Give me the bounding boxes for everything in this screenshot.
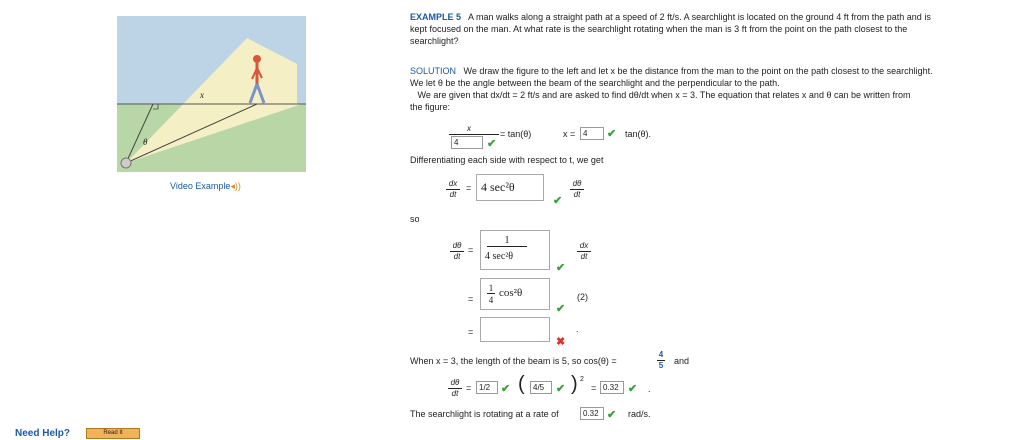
dxdt-num: dx — [577, 241, 591, 252]
eq2-input[interactable]: 4 — [580, 127, 604, 140]
solution-block — [410, 65, 1015, 113]
eq6-period: . — [576, 324, 579, 334]
conclusion-input[interactable]: 0.32 — [580, 407, 604, 420]
check-icon: ✔ — [607, 409, 617, 421]
solution-line-2: We let θ be the angle between the beam of the searchlight and the perpendicular to the path. — [410, 78, 780, 88]
solution-label: SOLUTION — [410, 66, 457, 76]
cos-fraction — [657, 350, 665, 371]
figure-svg — [117, 16, 306, 172]
and-text: and — [674, 356, 690, 366]
problem-block — [410, 11, 1010, 47]
eq1-input[interactable]: 4 — [451, 136, 483, 149]
video-example-link[interactable] — [170, 181, 241, 192]
dthetadt-den: dt — [453, 252, 461, 261]
searchlight-icon — [121, 158, 131, 168]
dthetadt-den: dt — [451, 389, 459, 398]
cross-icon: ✖ — [556, 336, 566, 348]
problem-line-3: searchlight? — [410, 36, 459, 46]
check-icon: ✔ — [487, 138, 497, 150]
so-text: so — [410, 214, 420, 224]
eq4-input[interactable] — [480, 230, 550, 270]
problem-line-2: kept focused on the man. At what rate is the searchlight rotating when the man is 3 ft from the point on the path closest to the — [410, 24, 908, 34]
check-icon: ✔ — [556, 262, 566, 274]
final-input-2[interactable]: 4/5 — [530, 381, 552, 394]
check-icon: ✔ — [556, 383, 566, 395]
solution-line-4: the figure: — [410, 102, 451, 112]
example-title: EXAMPLE 5 — [410, 12, 462, 22]
read-it-button[interactable]: Read It — [86, 428, 140, 439]
eq1-rhs: = tan(θ) — [500, 129, 532, 139]
dxdt-num: dx — [446, 179, 460, 190]
dthetadt-num: dθ — [450, 241, 464, 252]
equals-sign: = — [468, 294, 474, 304]
need-help-label: Need Help? — [15, 428, 71, 439]
dthetadt-num: dθ — [448, 378, 462, 389]
solution-line-3: We are given that dx/dt = 2 ft/s and are asked to find dθ/dt when x = 3. The equation that relates x and θ can be written from — [417, 90, 911, 100]
final-input-3[interactable]: 0.32 — [600, 381, 624, 394]
check-icon: ✔ — [607, 128, 617, 140]
dxdt-den: dt — [580, 252, 588, 261]
searchlight-figure — [117, 16, 306, 172]
eq5-input[interactable] — [480, 278, 550, 310]
equals-sign: = — [591, 383, 597, 393]
dthetadt-num: dθ — [570, 179, 584, 190]
dthetadt-den: dt — [573, 190, 581, 199]
final-input-1[interactable]: 1/2 — [476, 381, 498, 394]
dthetadt-fraction-2 — [450, 241, 464, 262]
right-paren: ) — [571, 373, 578, 395]
conclusion-text: The searchlight is rotating at a rate of — [410, 409, 559, 419]
figure-label-theta: θ — [143, 137, 148, 147]
problem-line-1: A man walks along a straight path at a speed of 2 ft/s. A searchlight is located on the ground 4 ft from the path and is — [468, 12, 931, 22]
check-icon: ✔ — [556, 303, 566, 315]
exponent: 2 — [580, 376, 584, 383]
differentiate-text: Differentiating each side with respect to t, we get — [410, 155, 604, 165]
dxdt-den: dt — [449, 190, 457, 199]
eq3-input[interactable]: 4 sec²θ — [476, 174, 544, 201]
eq2-lhs: x = — [563, 129, 576, 139]
dthetadt-fraction — [570, 179, 584, 200]
eq4-num: 1 — [487, 235, 527, 247]
speaker-icon: ◂)) — [230, 181, 241, 191]
eq5-num: 1 — [488, 283, 494, 293]
eq6-input[interactable] — [480, 317, 550, 342]
eq5-tail: cos²θ — [499, 287, 523, 299]
solution-line-1: We draw the figure to the left and let x be the distance from the man to the point on the path closest to the searchlight. — [463, 66, 933, 76]
eq4-den: 4 sec²θ — [485, 251, 514, 262]
dxdt-fraction — [446, 179, 460, 200]
final-period: . — [648, 384, 651, 394]
check-icon: ✔ — [553, 195, 563, 207]
eq1-numerator: x — [467, 124, 471, 133]
eq5-multiplier: (2) — [577, 292, 588, 302]
when-text: When x = 3, the length of the beam is 5, so cos(θ) = — [410, 356, 617, 366]
equals-sign: = — [466, 183, 472, 193]
dthetadt-fraction-3 — [448, 378, 462, 399]
cos-den: 5 — [658, 361, 664, 370]
cos-num: 4 — [658, 350, 664, 359]
left-paren: ( — [518, 373, 525, 395]
dxdt-fraction-2 — [577, 241, 591, 262]
equals-sign: = — [468, 245, 474, 255]
video-example-label: Video Example — [170, 181, 231, 191]
check-icon: ✔ — [628, 383, 638, 395]
eq2-rhs: tan(θ). — [625, 129, 652, 139]
equals-sign: = — [468, 327, 474, 337]
check-icon: ✔ — [501, 383, 511, 395]
equals-sign: = — [466, 383, 472, 393]
conclusion-unit: rad/s. — [628, 409, 651, 419]
figure-label-x: x — [200, 90, 204, 100]
eq5-den: 4 — [488, 295, 494, 305]
